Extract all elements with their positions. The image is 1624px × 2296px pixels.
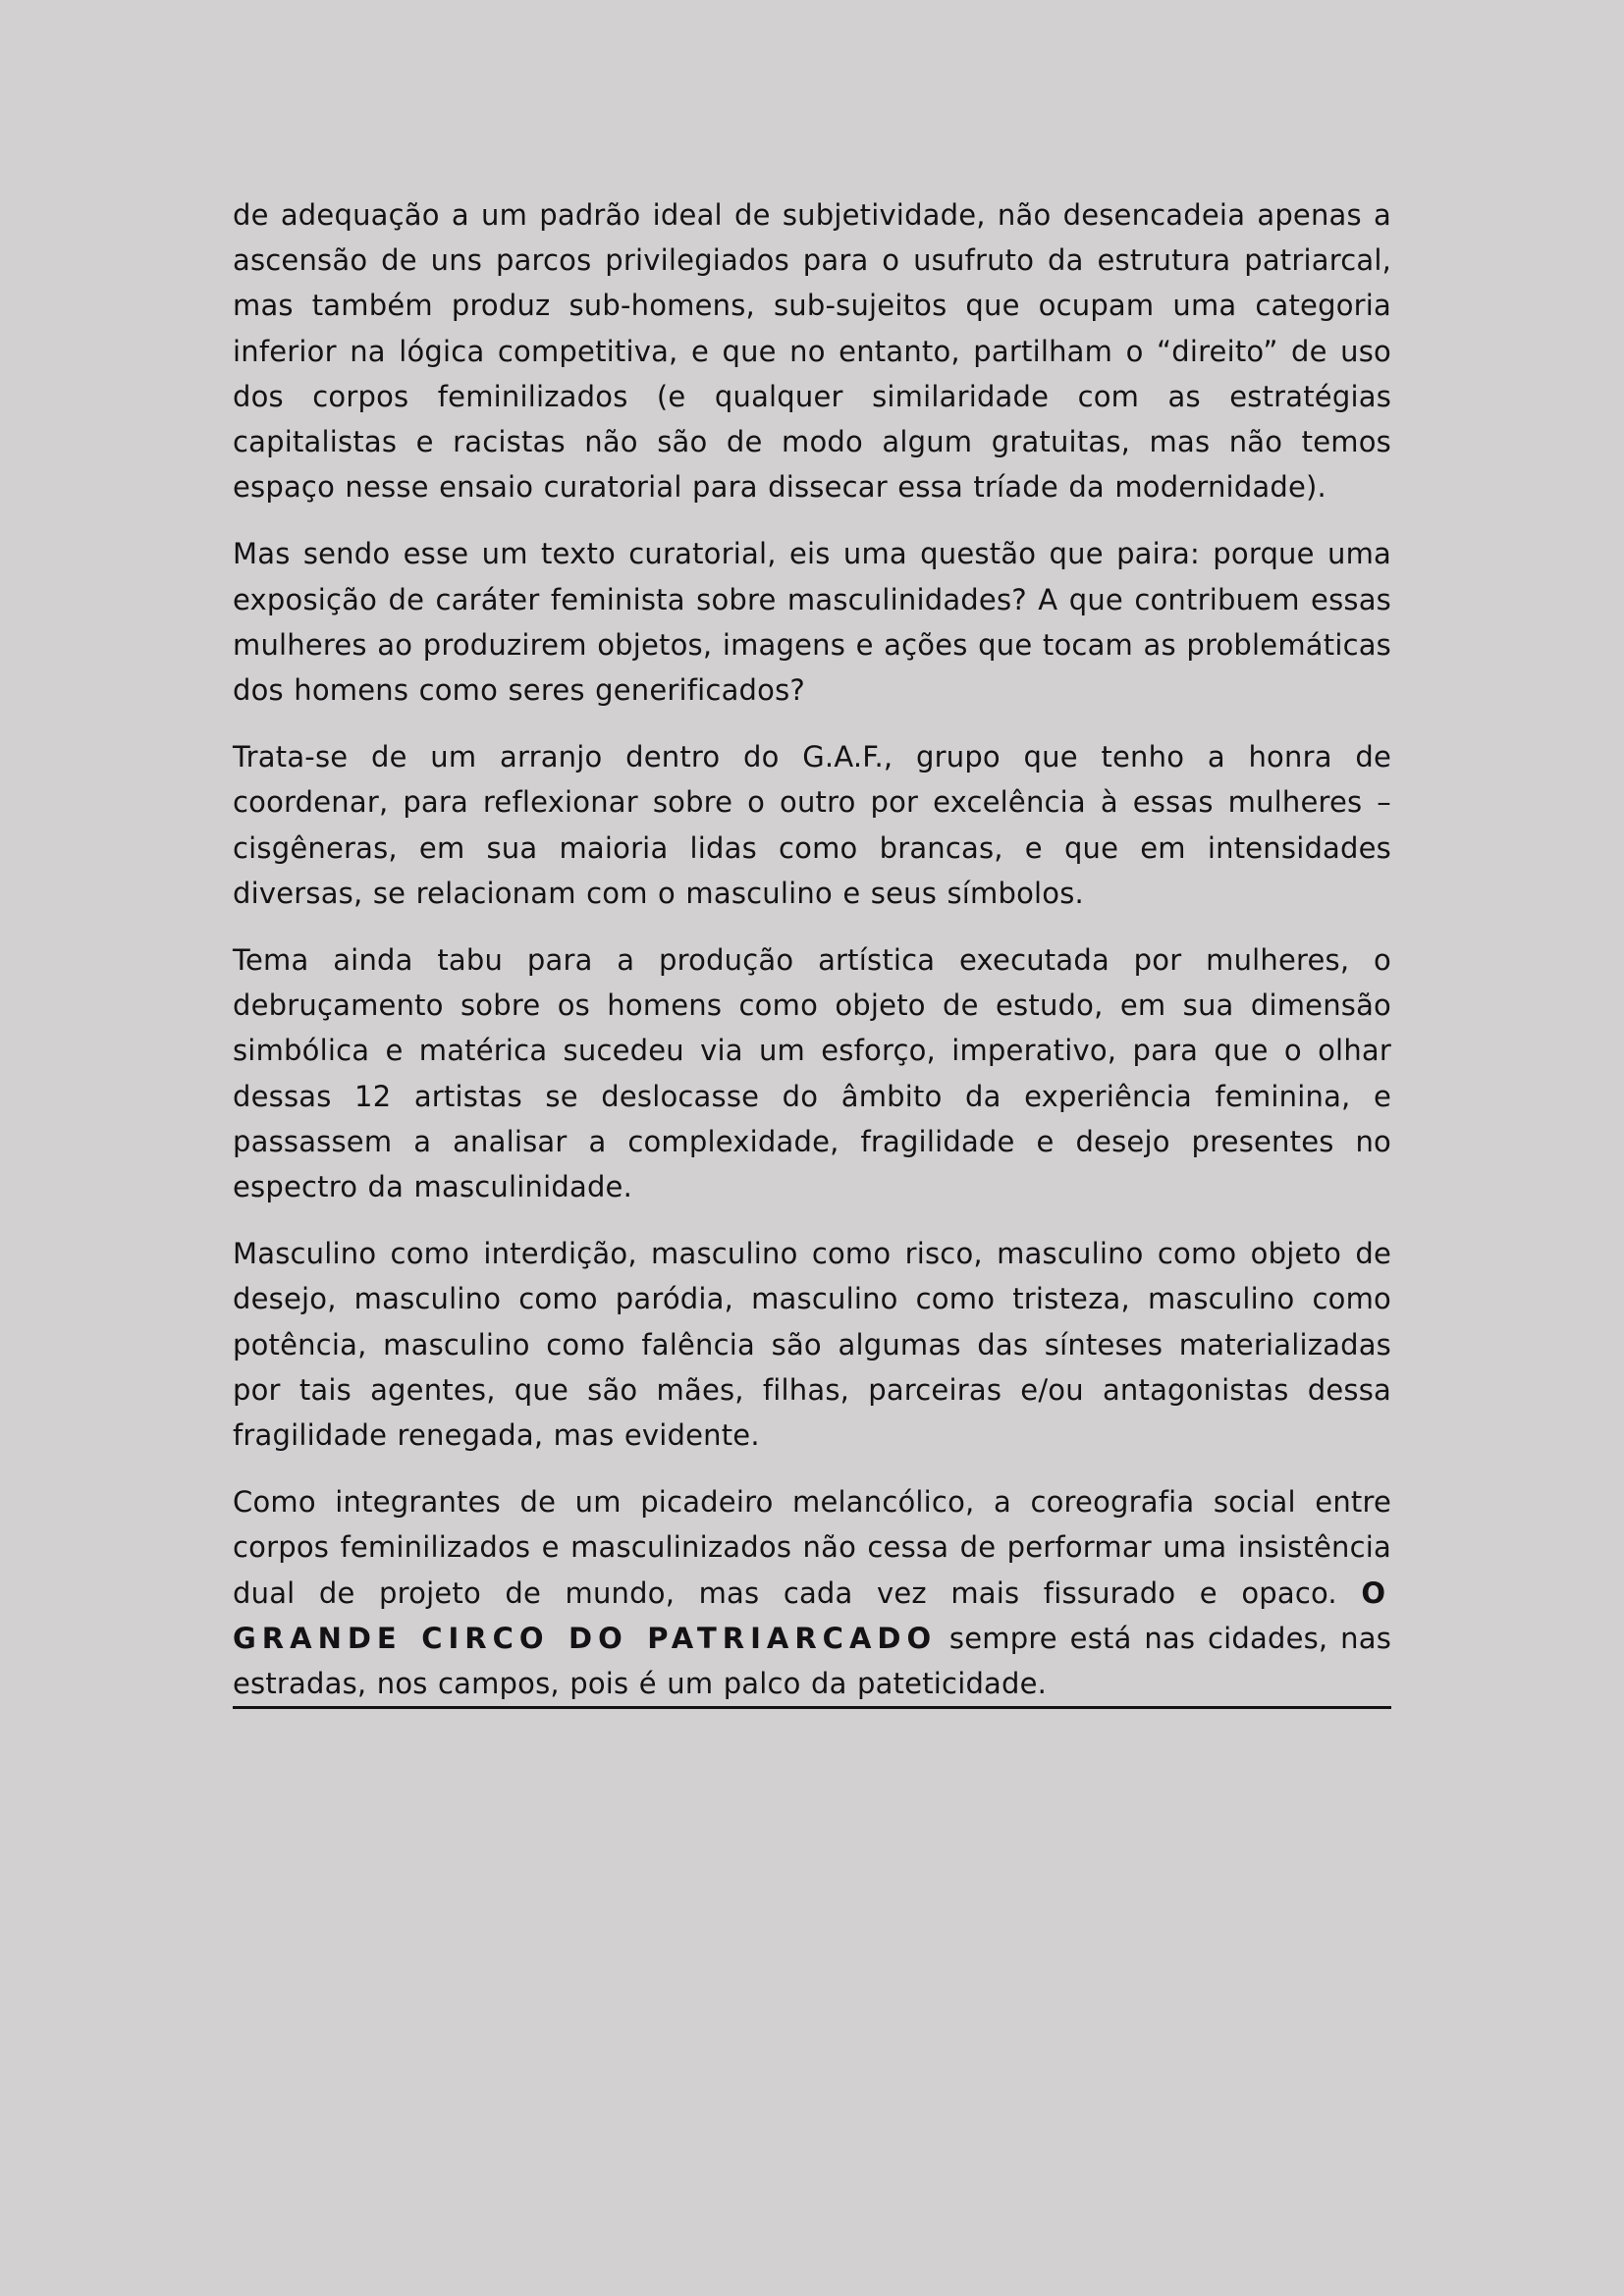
- paragraph-4: Tema ainda tabu para a produção artística executada por mulheres, o debruçamento sobre os homens como objeto de estudo, em sua dimensão simbólica e matérica sucedeu via um esforço, imperativo, para que o olhar dessas 12 artistas se deslocasse do âmbito da experiência feminina, e passassem a analisar a complexidade, fragilidade e desejo presentes no espectro da masculinidade.: [233, 943, 1391, 1204]
- exhibition-title-emphasis: O GRANDE CIRCO DO PATRIARCADO: [233, 1575, 1391, 1655]
- horizontal-rule: [233, 1706, 1391, 1709]
- paragraph-2: Mas sendo esse um texto curatorial, eis uma questão que paira: porque uma exposição de caráter feminista sobre masculinidades? A que contribuem essas mulheres ao produzirem objetos, imagens e ações que tocam as problemáticas dos homens como seres generificados?: [233, 537, 1391, 708]
- paragraph-3: Trata-se de um arranjo dentro do G.A.F., grupo que tenho a honra de coordenar, para reflexionar sobre o outro por excelência à essas mulheres – cisgêneras, em sua maioria lidas como brancas, e que em intensidades diversas, se relacionam com o masculino e seus símbolos.: [233, 740, 1391, 910]
- closing-text-before: Como integrantes de um picadeiro melancólico, a coreografia social entre corpos feminilizados e masculinizados não cessa de performar uma insistência dual de projeto de mundo, mas cada vez mais fissurado e opaco.: [233, 1485, 1391, 1610]
- body-text: [233, 192, 1391, 1728]
- paragraph-5: Masculino como interdição, masculino como risco, masculino como objeto de desejo, masculino como paródia, masculino como tristeza, masculino como potência, masculino como falência são algumas das sínteses materializadas por tais agentes, que são mães, filhas, parceiras e/ou antagonistas dessa fragilidade renegada, mas evidente.: [233, 1237, 1391, 1453]
- closing-text-after: sempre está nas cidades, nas estradas, nos campos, pois é um palco da pateticidade.: [233, 1621, 1391, 1701]
- paragraph-closing: [233, 1479, 1391, 1706]
- paragraph-1: de adequação a um padrão ideal de subjetividade, não desencadeia apenas a ascensão de uns parcos privilegiados para o usufruto da estrutura patriarcal, mas também produz sub-homens, sub-sujeitos que ocupam uma categoria inferior na lógica competitiva, e que no entanto, partilham o “direito” de uso dos corpos feminilizados (e qualquer similaridade com as estratégias capitalistas e racistas não são de modo algum gratuitas, mas não temos espaço nesse ensaio curatorial para dissecar essa tríade da modernidade).: [233, 198, 1391, 505]
